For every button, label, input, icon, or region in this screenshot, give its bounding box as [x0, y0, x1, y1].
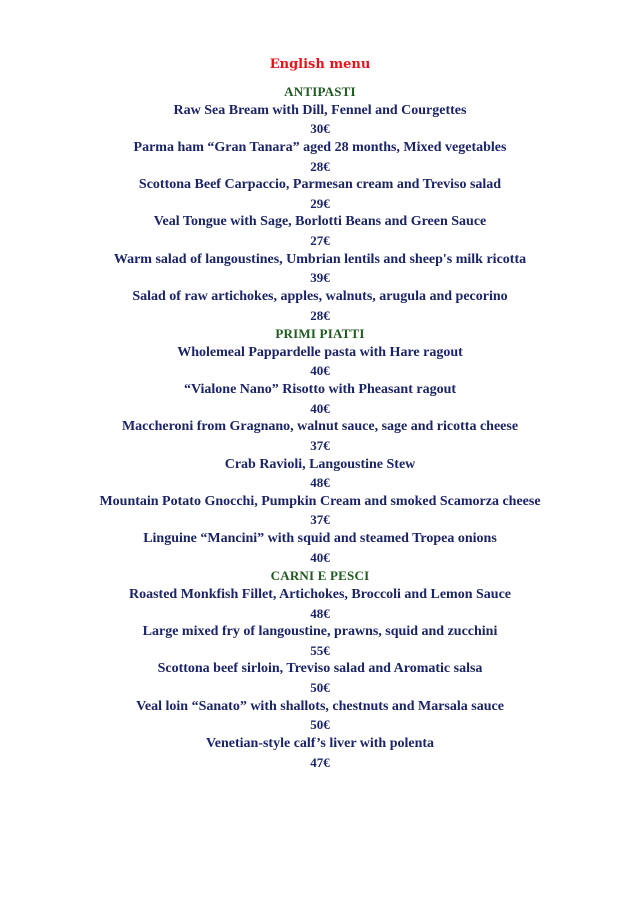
dish-name: Veal loin “Sanato” with shallots, chestnuts and Marsala sauce	[136, 698, 504, 714]
dish-price: 50€	[310, 680, 330, 695]
dish-price: 28€	[310, 158, 330, 174]
dish-price: 37€	[310, 512, 330, 528]
dish-name: Scottona beef sirloin, Treviso salad and Aromatic salsa	[157, 661, 483, 677]
dish-name: Salad of raw artichokes, apples, walnuts, arugula and pecorino	[132, 288, 508, 304]
dish-name: Parma ham “Gran Tanara” aged 28 months, Mixed vegetables	[133, 139, 507, 155]
dish-price: 28€	[310, 307, 330, 323]
dish-price: 40€	[310, 400, 330, 416]
section-title-carni-e-pesci: CARNI E PESCI	[270, 568, 370, 584]
dish-name: Raw Sea Bream with Dill, Fennel and Courgettes	[173, 102, 467, 118]
dish-price: 47€	[310, 754, 330, 770]
dish-name: Crab Ravioli, Langoustine Stew	[224, 456, 416, 472]
dish-name: Veal Tongue with Sage, Borlotti Beans and Green Sauce	[153, 214, 487, 230]
dish-price: 50€	[310, 717, 330, 733]
menu-body	[0, 83, 640, 772]
dish-price: 37€	[310, 437, 330, 453]
dish-name: Wholemeal Pappardelle pasta with Hare ragout	[177, 344, 463, 360]
dish-price: 55€	[310, 642, 330, 658]
dish-name: Warm salad of langoustines, Umbrian lentils and sheep's milk ricotta	[113, 251, 527, 267]
dish-price: 48€	[310, 605, 330, 621]
dish-name: Large mixed fry of langoustine, prawns, squid and zucchini	[142, 624, 498, 640]
dish-name: Roasted Monkfish Fillet, Artichokes, Broccoli and Lemon Sauce	[128, 586, 512, 602]
dish-price: 48€	[310, 475, 330, 491]
menu-title: English menu	[269, 57, 371, 72]
section-title-primi-piatti: PRIMI PIATTI	[275, 326, 365, 342]
dish-price: 40€	[310, 549, 330, 565]
dish-name: Venetian-style calf’s liver with polenta	[205, 735, 435, 751]
dish-name: Linguine “Mancini” with squid and steamed Tropea onions	[143, 531, 497, 546]
dish-name: Maccheroni from Gragnano, walnut sauce, sage and ricotta cheese	[121, 419, 519, 435]
dish-name: “Vialone Nano” Risotto with Pheasant ragout	[183, 382, 457, 397]
section-title-antipasti: ANTIPASTI	[284, 84, 356, 99]
dish-price: 39€	[310, 270, 330, 286]
dish-price: 29€	[310, 195, 330, 211]
dish-price: 27€	[310, 233, 330, 248]
dish-price: 40€	[310, 363, 330, 379]
dish-price: 30€	[310, 121, 330, 137]
dish-name: Scottona Beef Carpaccio, Parmesan cream and Treviso salad	[138, 177, 502, 193]
dish-name: Mountain Potato Gnocchi, Pumpkin Cream and smoked Scamorza cheese	[99, 493, 541, 509]
